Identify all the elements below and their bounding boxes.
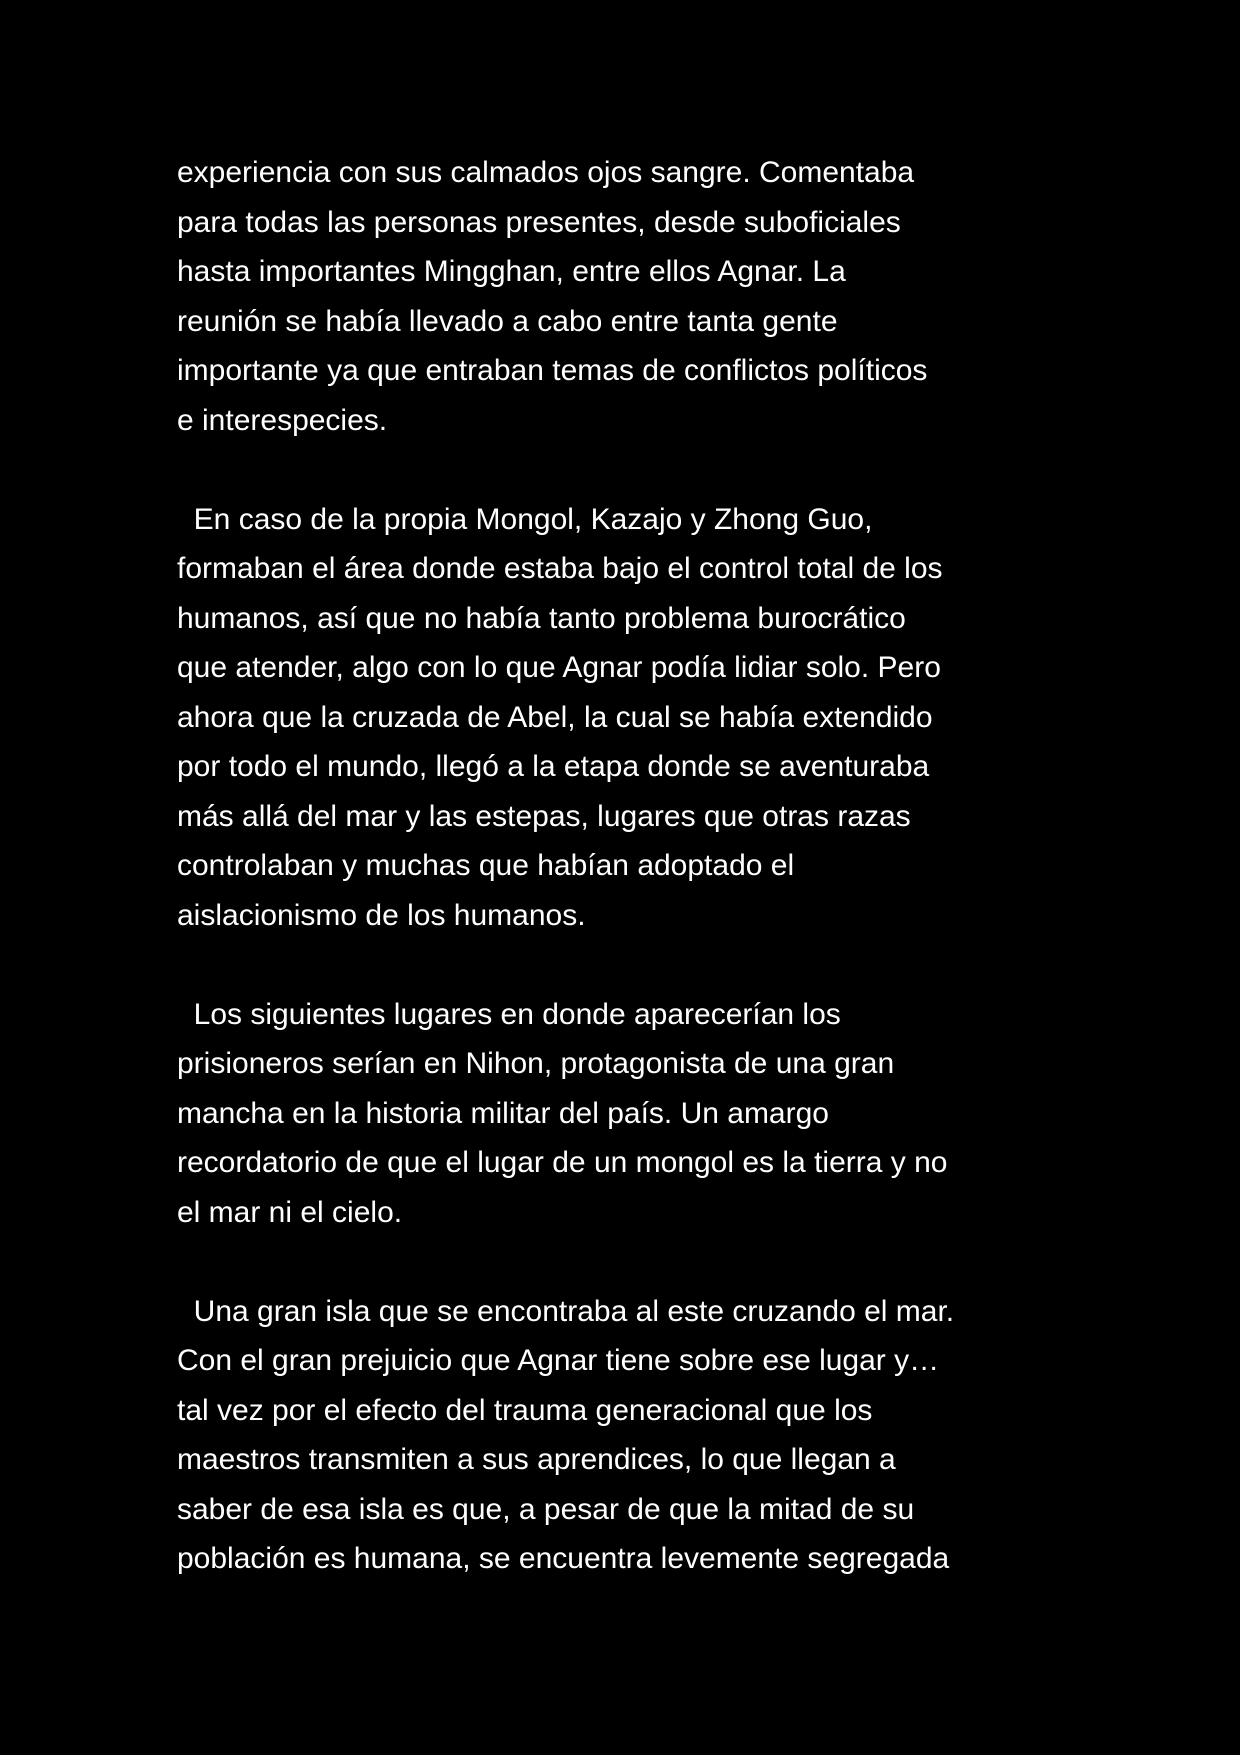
text-line: Una gran isla que se encontraba al este cruzando el mar.	[177, 1294, 955, 1328]
text-line: experiencia con sus calmados ojos sangre. Comentaba	[177, 156, 915, 189]
text-line: importante ya que entraban temas de conflictos políticos	[177, 354, 928, 387]
text-line: tal vez por el efecto del trauma generacional que los	[177, 1393, 873, 1427]
text-line: controlaban y muchas que habían adoptado el	[177, 849, 795, 882]
text-line: saber de esa isla es que, a pesar de que la mitad de su	[177, 1492, 915, 1526]
text-line: maestros transmiten a sus aprendices, lo que llegan a	[177, 1443, 896, 1476]
text-line: e interespecies.	[177, 403, 388, 437]
text-line: población es humana, se encuentra levemente segregada	[177, 1542, 950, 1575]
paragraph-1	[177, 148, 1077, 445]
text-line: aislacionismo de los humanos.	[177, 898, 586, 932]
text-line: Con el gran prejuicio que Agnar tiene sobre ese lugar y…	[177, 1344, 940, 1377]
text-line: para todas las personas presentes, desde suboficiales	[177, 205, 901, 239]
text-line: más allá del mar y las estepas, lugares que otras razas	[177, 799, 911, 833]
text-line: el mar ni el cielo.	[177, 1195, 403, 1229]
text-line: formaban el área donde estaba bajo el control total de los	[177, 552, 943, 585]
text-line: reunión se había llevado a cabo entre tanta gente	[177, 304, 838, 338]
text-line: ahora que la cruzada de Abel, la cual se había extendido	[177, 700, 933, 734]
text-line: recordatorio de que el lugar de un mongol es la tierra y no	[177, 1146, 948, 1179]
text-line: En caso de la propia Mongol, Kazajo y Zhong Guo,	[177, 502, 873, 536]
text-line: Los siguientes lugares en donde aparecerían los	[177, 997, 841, 1031]
text-line: hasta importantes Mingghan, entre ellos Agnar. La	[177, 255, 846, 288]
text-line: prisioneros serían en Nihon, protagonista de una gran	[177, 1047, 895, 1080]
paragraph-4	[177, 1287, 1077, 1584]
text-line: humanos, así que no había tanto problema burocrático	[177, 601, 906, 635]
body-text	[177, 148, 1077, 1584]
text-line: por todo el mundo, llegó a la etapa donde se aventuraba	[177, 750, 930, 783]
text-line: que atender, algo con lo que Agnar podía lidiar solo. Pero	[177, 651, 941, 684]
text-line: mancha en la historia militar del país. Un amargo	[177, 1096, 829, 1130]
paragraph-3	[177, 990, 1077, 1238]
paragraph-2	[177, 495, 1077, 941]
